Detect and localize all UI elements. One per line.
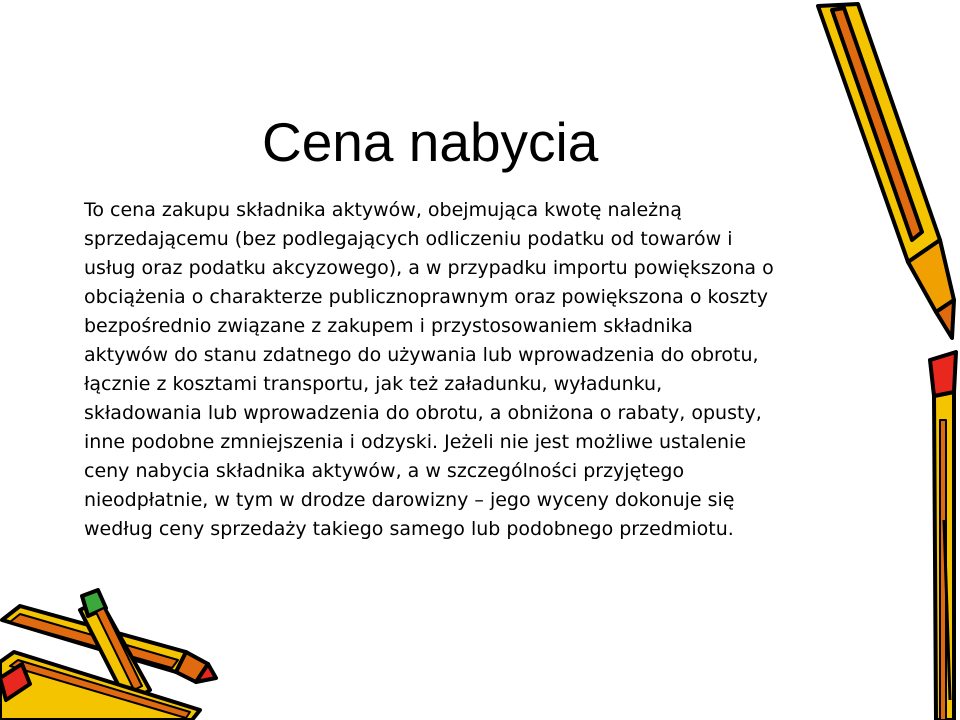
paragraph-line: usług oraz podatku akcyzowego), a w przypadku importu powiększona o	[84, 257, 774, 279]
paragraph-line: To cena zakupu składnika aktywów, obejmująca kwotę należną	[84, 199, 682, 221]
paragraph-line: obciążenia o charakterze publicznoprawnym oraz powiększona o koszty	[84, 286, 769, 308]
paragraph-line: według ceny sprzedaży takiego samego lub podobnego przedmiotu.	[84, 518, 734, 540]
paragraph-line: ceny nabycia składnika aktywów, a w szczególności przyjętego	[84, 460, 685, 482]
paragraph-line: aktywów do stanu zdatnego do używania lub wprowadzenia do obrotu,	[84, 344, 759, 366]
slide-title: Cena nabycia	[262, 111, 599, 173]
definition-paragraph	[84, 196, 774, 544]
paragraph-line: sprzedającemu (bez podlegających odliczeniu podatku od towarów i	[84, 228, 733, 250]
paragraph-line: nieodpłatnie, w tym w drodze darowizny – jego wyceny dokonuje się	[84, 489, 735, 511]
paragraph-line: inne podobne zmniejszenia i odzyski. Jeżeli nie jest możliwe ustalenie	[84, 431, 747, 453]
paragraph-line: łącznie z kosztami transportu, jak też załadunku, wyładunku,	[84, 373, 663, 395]
crayons-icon	[0, 560, 220, 720]
paragraph-line: składowania lub wprowadzenia do obrotu, a obniżona o rabaty, opusty,	[84, 402, 762, 424]
paragraph-line: bezpośrednio związane z zakupem i przystosowaniem składnika	[84, 315, 693, 337]
